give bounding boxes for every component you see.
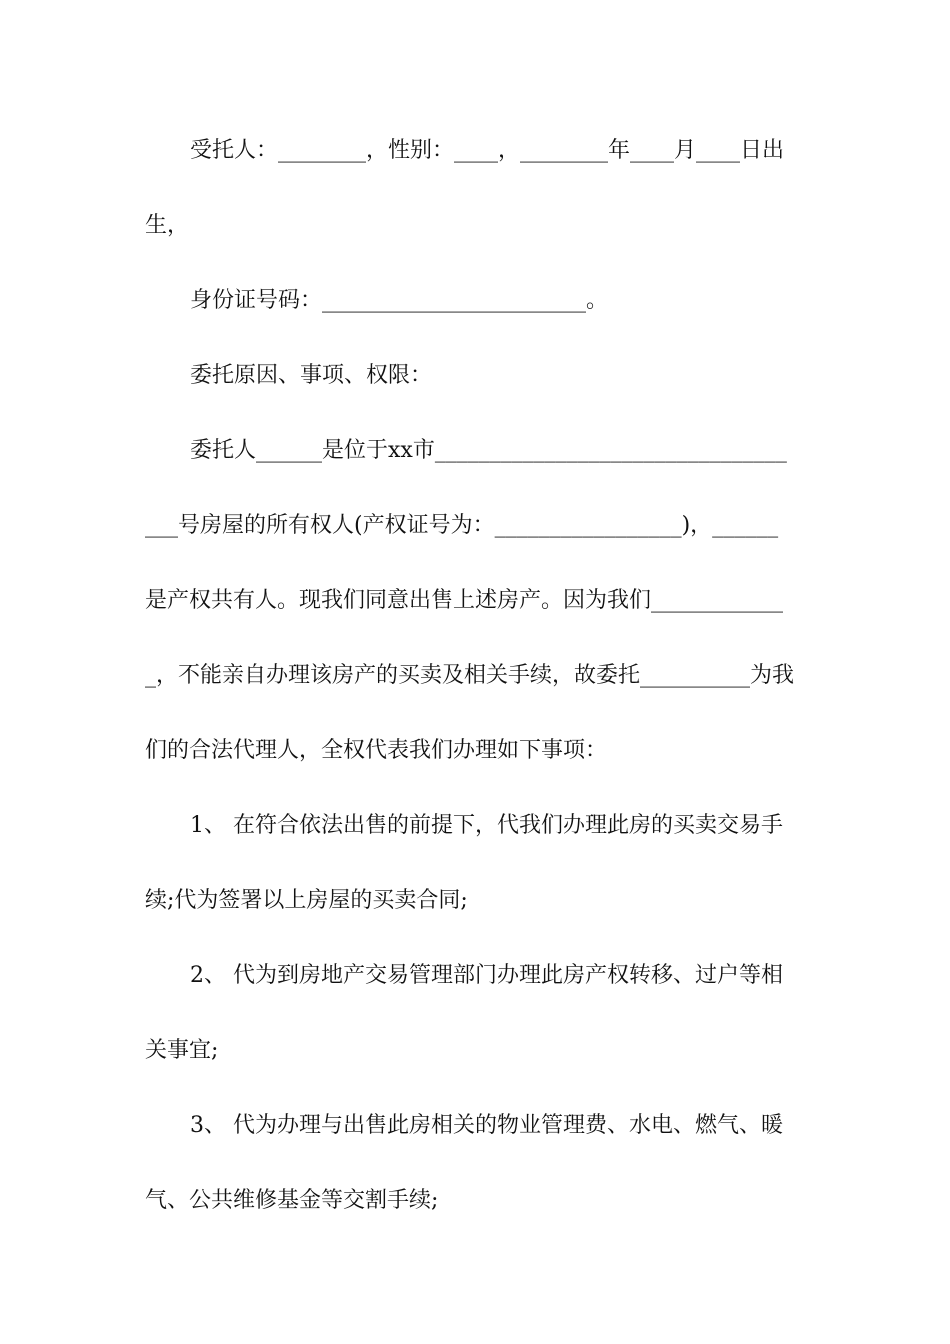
paragraph-body-line5: 们的合法代理人，全权代表我们办理如下事项： (145, 738, 608, 763)
list-item-2-line2: 关事宜; (145, 1038, 219, 1063)
list-item-1-line2: 续;代为签署以上房屋的买卖合同; (145, 888, 468, 913)
paragraph-body-line1: 委托人______是位于xx市________________________________ (190, 438, 787, 463)
list-item-2-line1: 2、 代为到房地产交易管理部门办理此房产权转移、过户等相 (190, 963, 783, 988)
paragraph-section-heading: 委托原因、事项、权限： (190, 363, 433, 388)
list-item-3-line2: 气、公共维修基金等交割手续; (145, 1188, 439, 1213)
paragraph-body-line2: ___号房屋的所有权人(产权证号为：_________________)，______ (145, 513, 779, 538)
paragraph-trustee-line1: 受托人：________，性别：____，________年____月____日出 (190, 138, 785, 163)
list-item-3-line1: 3、 代为办理与出售此房相关的物业管理费、水电、燃气、暖 (190, 1113, 783, 1138)
paragraph-body-line3: 是产权共有人。现我们同意出售上述房产。因为我们____________ (145, 588, 784, 613)
list-item-1-line1: 1、 在符合依法出售的前提下，代我们办理此房的买卖交易手 (190, 813, 783, 838)
paragraph-trustee-line2: 生， (145, 213, 190, 238)
paragraph-body-line4: _，不能亲自办理该房产的买卖及相关手续，故委托__________为我 (145, 663, 795, 688)
paragraph-id-number: 身份证号码：________________________。 (190, 288, 609, 313)
